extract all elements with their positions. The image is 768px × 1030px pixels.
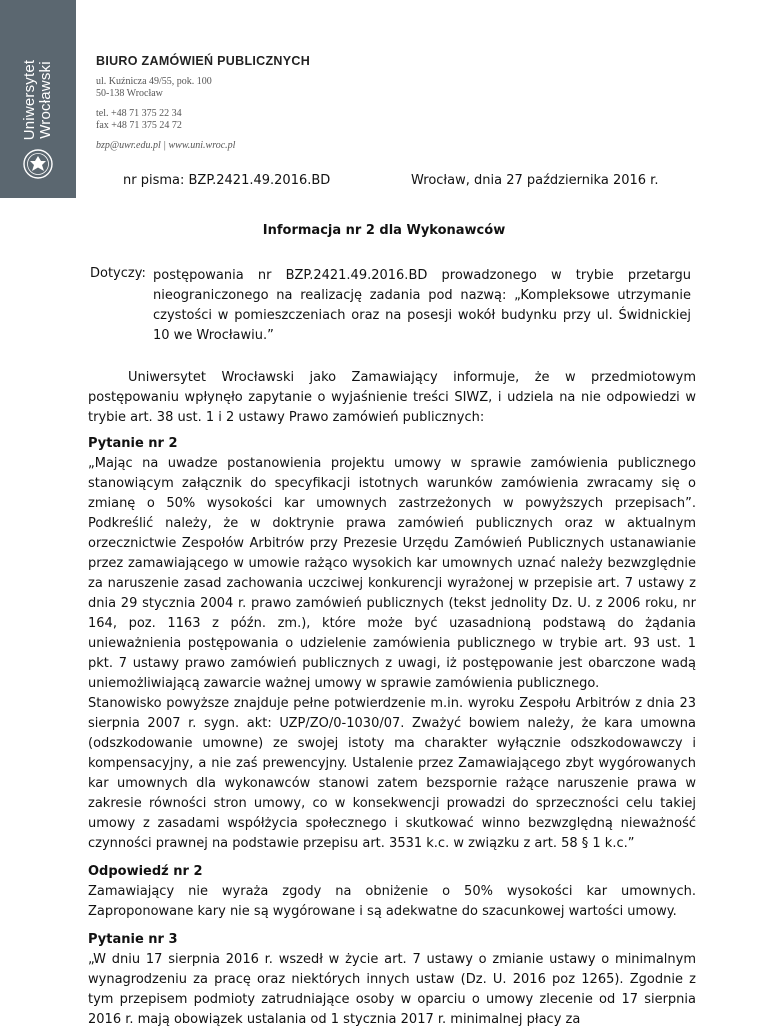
office-header [96, 54, 310, 152]
contact-links: bzp@uwr.edu.pl | www.uni.wroc.pl [96, 140, 236, 151]
question-2-text: „Mając na uwadze postanowienia projektu umowy w sprawie zamówienia publicznego stanowiącym załącznik do specyfikacji istotnych warunków zamówienia zwracamy się o zmianę o 50% wysokości kar umownych zastrzeżonych w powyższych przepisach”. Podkreślić należy, że w doktrynie prawa zamówień publicznych oraz w aktualnym orzecznictwie Zespołów Arbitrów przy Prezesie Urzędu Zamówień Publicznych ustanawianie przez zamawiającego w umowie rażąco wysokich kar umownych uznać należy bezwzględnie za naruszenie zasad zachowania uczciwej konkurencji wyrażonej w przepisie art. 7 ustawy z dnia 29 stycznia 2004 r. prawo zamówień publicznych (tekst jednolity Dz. U. z 2006 roku, nr 164, poz. 1163 z późn. zm.), które może być uzasadnioną podstawą do żądania unieważnienia postępowania o udzielenie zamówienia publicznego w trybie art. 93 ust. 1 pkt. 7 ustawy prawo zamówień publicznych z uwagi, iż postępowanie jest obarczone wadą uniemożliwiającą zawarcie ważnej umowy w sprawie zamówienia publicznego. [88, 456, 696, 691]
phone-number: tel. +48 71 375 22 34 [96, 108, 182, 119]
subject-text: postępowania nr BZP.2421.49.2016.BD prowadzonego w trybie przetargu nieograniczonego na realizację zadania pod nazwą: „Kompleksowe utrzymanie czystości w pomieszczeniach oraz na posesji wokół budynku przy ul. Świdnickiej 10 we Wrocławiu.” [153, 268, 691, 343]
university-name-line2: Wrocławski [37, 61, 54, 139]
university-crest-icon [22, 148, 54, 180]
question-3-title: Pytanie nr 3 [88, 932, 178, 947]
question-3-text: „W dniu 17 sierpnia 2016 r. wszedł w życie art. 7 ustawy o zmianie ustawy o minimalnym wynagrodzeniu za pracę oraz niektórych innych ustaw (Dz. U. 2016 poz 1265). Zgodnie z tym przepisem podmioty zatrudniające osoby w oparciu o umowy zlecenie od 17 sierpnia 2016 r. mają obowiązek ustalania od 1 stycznia 2017 r. minimalnej płacy za [88, 952, 696, 1027]
office-title: BIURO ZAMÓWIEŃ PUBLICZNYCH [96, 54, 311, 68]
answer-2-title: Odpowiedź nr 2 [88, 864, 203, 879]
answer-2-text: Zamawiający nie wyraża zgody na obniżenie o 50% wysokości kar umownych. Zaproponowane kary nie są wygórowane i są adekwatne do szacunkowej wartości umowy. [88, 884, 696, 919]
subject-block [153, 266, 691, 346]
intro-paragraph: Uniwersytet Wrocławski jako Zamawiający informuje, że w przedmiotowym postępowaniu wpłynęło zapytanie o wyjaśnienie treści SIWZ, i udziela na nie odpowiedzi w trybie art. 38 ust. 1 i 2 ustawy Prawo zamówień publicznych: [88, 370, 696, 425]
university-name-line1: Uniwersytet [21, 59, 38, 141]
university-sidebar [0, 0, 76, 198]
address-line-2: 50-138 Wrocław [96, 88, 163, 99]
fax-number: fax +48 71 375 24 72 [96, 120, 182, 131]
question-2-title: Pytanie nr 2 [88, 436, 178, 451]
place-date: Wrocław, dnia 27 października 2016 r. [411, 173, 659, 188]
document-body [88, 368, 696, 1030]
case-number: nr pisma: BZP.2421.49.2016.BD [123, 173, 331, 188]
subject-label: Dotyczy: [90, 266, 146, 281]
address-line-1: ul. Kuźnicza 49/55, pok. 100 [96, 76, 212, 87]
university-name [22, 60, 54, 141]
question-2-text-continued: Stanowisko powyższe znajduje pełne potwierdzenie m.in. wyroku Zespołu Arbitrów z dnia 23 sierpnia 2007 r. sygn. akt: UZP/ZO/0-1030/07. Zważyć bowiem należy, że kara umowna (odszkodowanie umowne) ze swojej istoty ma charakter wyłącznie odszkodowawczy i kompensacyjny, a nie zaś prewencyjny. Ustalenie przez Zamawiającego zbyt wygórowanych kar umownych dla wykonawców stanowi zatem bezspornie rażące naruszenie prawa w zakresie równości stron umowy, co w konsekwencji prowadzi do sprzeczności celu takiej umowy z zasadami współżycia społecznego i skutkować winno bezwzględną nieważność czynności prawnej na podstawie przepisu art. 3531 k.c. w związku z art. 58 § 1 k.c.” [88, 696, 696, 851]
document-heading: Informacja nr 2 dla Wykonawców [262, 223, 506, 238]
